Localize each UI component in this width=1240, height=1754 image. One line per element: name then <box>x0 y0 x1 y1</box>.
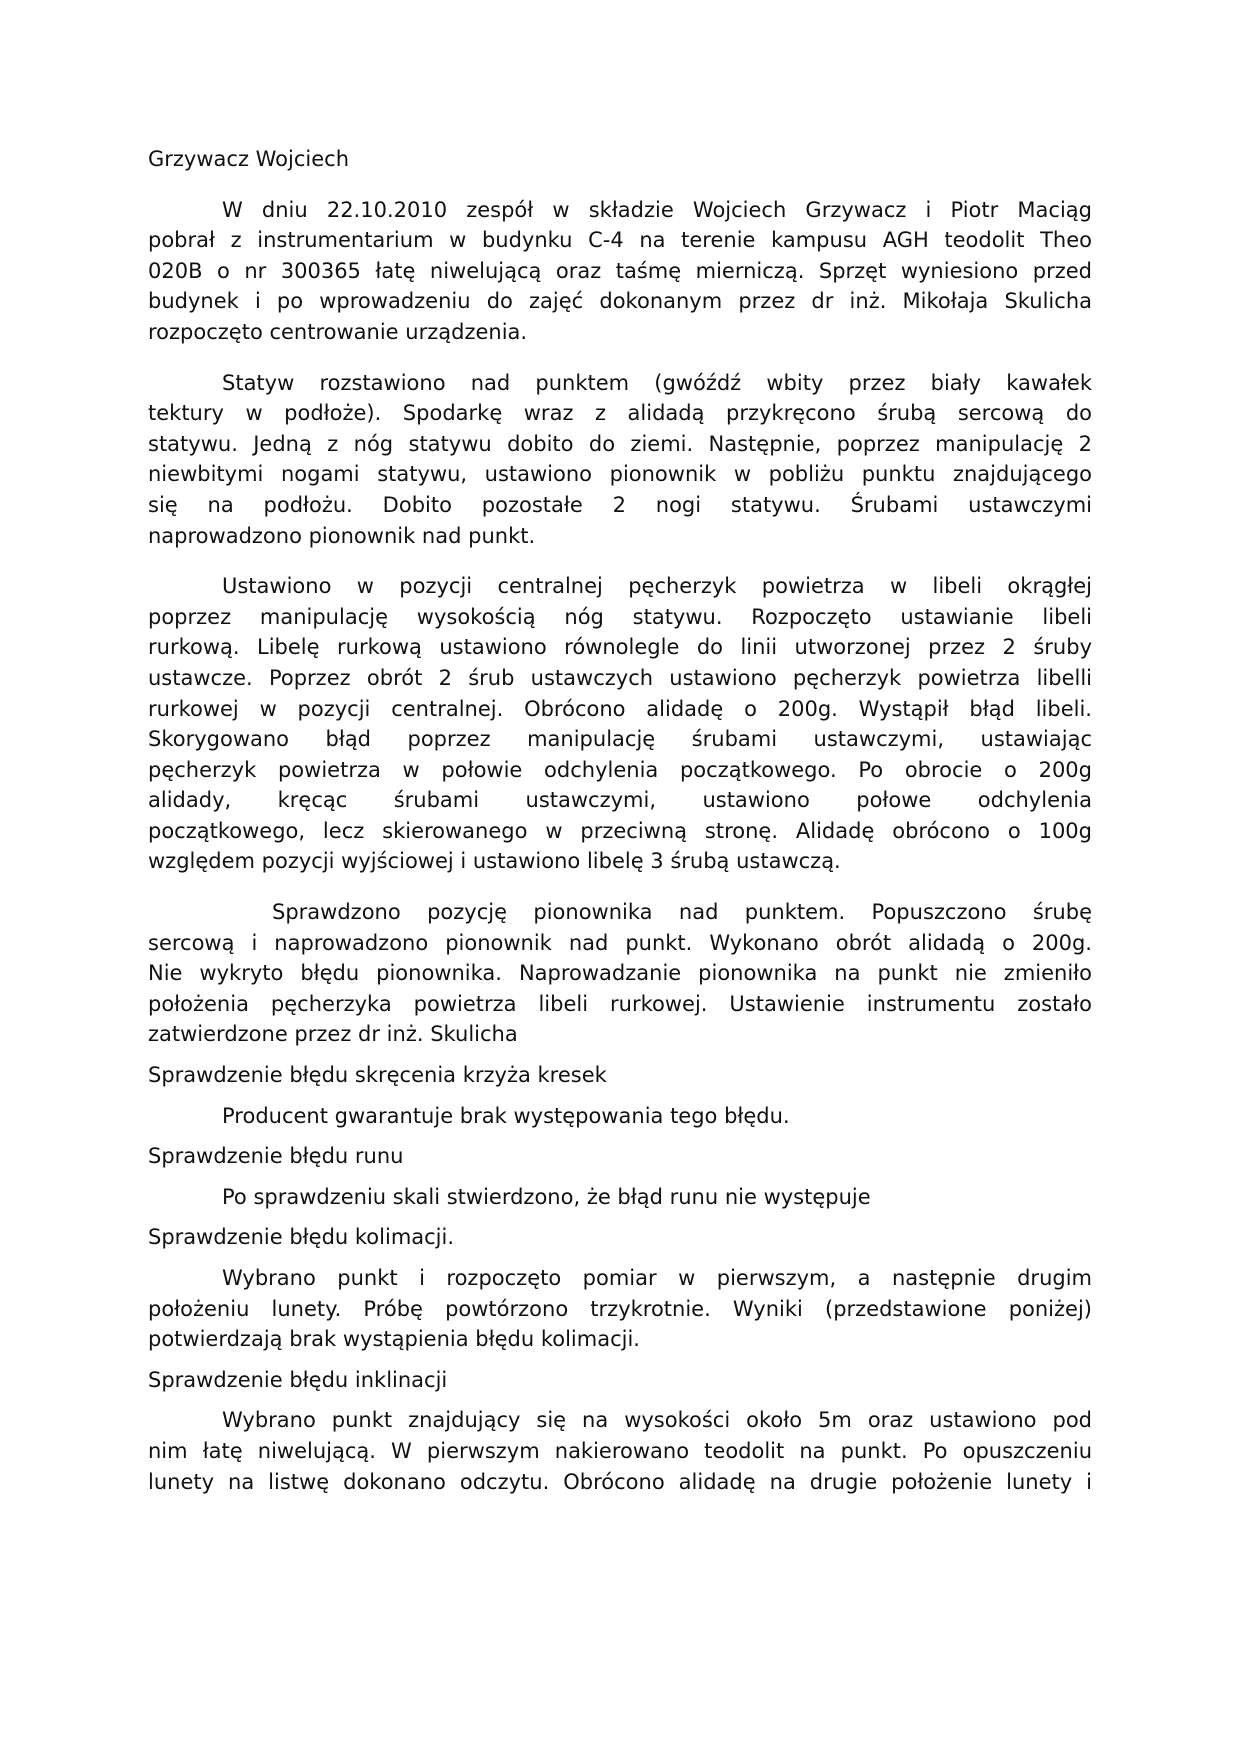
paragraph-leveling <box>148 571 1092 877</box>
text-line: położenia pęcherzyka powietrza libeli rurkowej. Ustawienie instrumentu zostało <box>148 991 1092 1016</box>
text-line: Statyw rozstawiono nad punktem (gwóźdź wbity przez biały kawałek <box>222 370 1092 395</box>
text-line: statywu. Jedną z nóg statywu dobito do ziemi. Następnie, poprzez manipulację 2 <box>148 431 1092 456</box>
text-line: budynek i po wprowadzeniu do zajęć dokonanym przez dr inż. Mikołaja Skulicha <box>148 289 1092 314</box>
author-name: Grzywacz Wojciech <box>148 147 350 171</box>
text-line: sercową i naprowadzono pionownik nad punkt. Wykonano obrót alidadą o 200g. <box>148 930 1092 955</box>
text-line: Skorygowano błąd poprzez manipulację śrubami ustawczymi, ustawiając <box>148 727 1092 752</box>
text-line: niewbitymi nogami statywu, ustawiono pionownik w pobliżu punktu znajdującego <box>148 462 1092 487</box>
document-body <box>148 144 1092 1497</box>
text-line: rozpoczęto centrowanie urządzenia. <box>148 319 528 344</box>
text-line: ustawcze. Poprzez obrót 2 śrub ustawczych ustawiono pęcherzyk powietrza libelli <box>148 665 1092 690</box>
paragraph-team-and-equipment <box>148 195 1092 348</box>
text-line: alidady, kręcąc śrubami ustawczymi, ustawiono połowe odchylenia <box>148 788 1092 813</box>
text-line: zatwierdzone przez dr inż. Skulicha <box>148 1022 518 1047</box>
text-line: lunety na listwę dokonano odczytu. Obrócono alidadę na drugie położenie lunety i <box>148 1469 1092 1494</box>
paragraph-run-check: Po sprawdzeniu skali stwierdzono, że błąd runu nie występuje <box>222 1184 871 1209</box>
text-line: względem pozycji wyjściowej i ustawiono libelę 3 śrubą ustawczą. <box>148 849 841 874</box>
paragraph-plumb-check <box>148 897 1092 1050</box>
text-line: 020B o nr 300365 łatę niwelującą oraz taśmę mierniczą. Sprzęt wyniesiono przed <box>148 258 1092 283</box>
text-line: poprzez manipulację wysokością nóg statywu. Rozpoczęto ustawianie libeli <box>148 604 1092 629</box>
heading-collimation-check: Sprawdzenie błędu kolimacji. <box>148 1225 455 1250</box>
paragraph-crosshair-check: Producent gwarantuje brak występowania tego błędu. <box>222 1103 790 1128</box>
text-line: Wybrano punkt znajdujący się na wysokości około 5m oraz ustawiono pod <box>222 1408 1092 1433</box>
text-line: Ustawiono w pozycji centralnej pęcherzyk powietrza w libeli okrągłej <box>222 574 1092 599</box>
text-line: pęcherzyk powietrza w połowie odchylenia początkowego. Po obrocie o 200g <box>148 757 1092 782</box>
text-line: Nie wykryto błędu pionownika. Naprowadzanie pionownika na punkt nie zmieniło <box>148 961 1092 986</box>
paragraph-inclination-check <box>148 1405 1092 1497</box>
heading-inclination-check: Sprawdzenie błędu inklinacji <box>148 1367 448 1392</box>
text-line: rurkową. Libelę rurkową ustawiono równolegle do linii utworzonej przez 2 śruby <box>148 635 1092 660</box>
paragraph-collimation-check <box>148 1263 1092 1355</box>
text-line: rurkowej w pozycji centralnej. Obrócono alidadę o 200g. Wystąpił błąd libeli. <box>148 696 1092 721</box>
heading-run-check: Sprawdzenie błędu runu <box>148 1144 404 1169</box>
text-line: W dniu 22.10.2010 zespół w składzie Wojciech Grzywacz i Piotr Maciąg <box>222 197 1092 222</box>
heading-crosshair-check: Sprawdzenie błędu skręcenia krzyża kresek <box>148 1063 607 1088</box>
text-line: Wybrano punkt i rozpoczęto pomiar w pierwszym, a następnie drugim <box>222 1266 1092 1290</box>
text-line: się na podłożu. Dobito pozostałe 2 nogi statywu. Śrubami ustawczymi <box>148 492 1092 517</box>
text-line: nim łatę niwelującą. W pierwszym nakierowano teodolit na punkt. Po opuszczeniu <box>148 1438 1092 1463</box>
text-line: położeniu lunety. Próbę powtórzono trzykrotnie. Wyniki (przedstawione poniżej) <box>148 1296 1092 1321</box>
text-line: potwierdzają brak wystąpienia błędu kolimacji. <box>148 1327 640 1352</box>
text-line: początkowego, lecz skierowanego w przeciwną stronę. Alidadę obrócono o 100g <box>148 818 1092 843</box>
text-line: tektury w podłoże). Spodarkę wraz z alidadą przykręcono śrubą sercową do <box>148 401 1092 426</box>
paragraph-tripod-setup <box>148 368 1092 552</box>
text-line: Sprawdzono pozycję pionownika nad punktem. Popuszczono śrubę <box>272 900 1092 925</box>
text-line: pobrał z instrumentarium w budynku C-4 na terenie kampusu AGH teodolit Theo <box>148 228 1092 253</box>
text-line: naprowadzono pionownik nad punkt. <box>148 523 536 548</box>
